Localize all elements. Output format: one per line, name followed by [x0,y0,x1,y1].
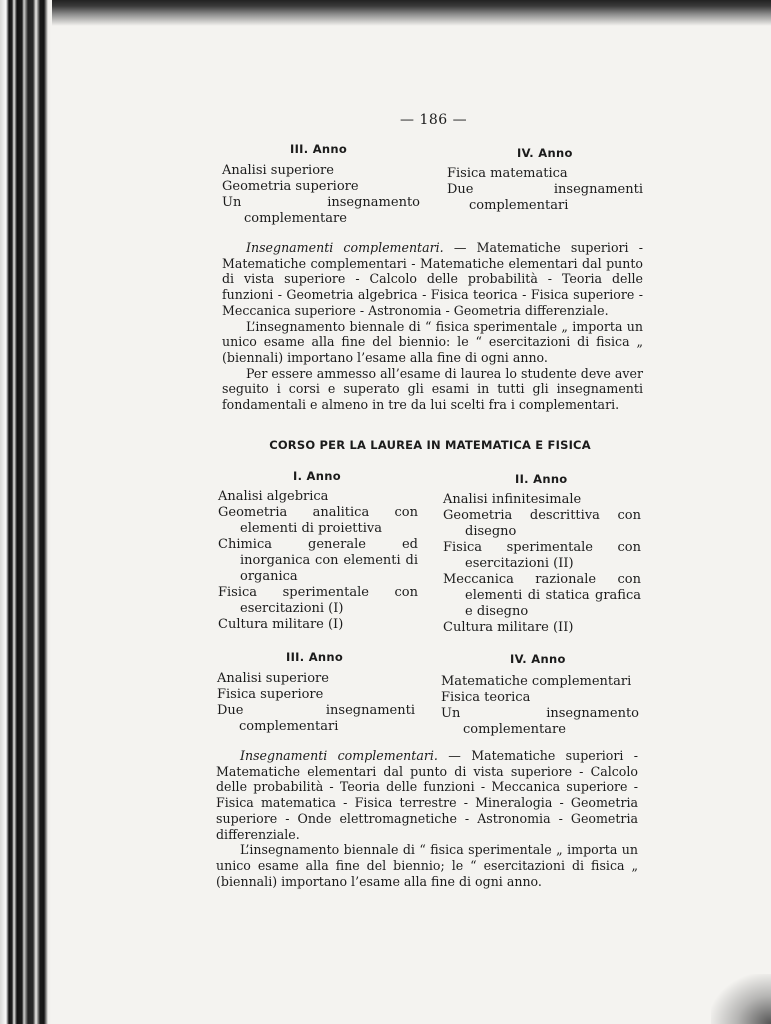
scan-shadow-corner [711,974,771,1024]
list-item: Cultura militare (I) [218,617,344,632]
list-item: Fisica sperimentale con esercitazioni (II) [443,540,641,571]
complementary-text: — Matematiche superiori - Matematiche complementari - Matematiche elementari dal punto di vista superiore - Calcolo delle probabilità - Teoria delle funzioni - Geometria algebrica - Fisica teorica - Fisica superiore - Meccanica superiore - Astronomia - Geometria differenziale. [222,240,644,318]
list-item: Geometria superiore [222,179,359,194]
complementary-label: Insegnamenti complementari. [240,748,438,763]
list-item: Analisi superiore [222,163,334,178]
list-item: Fisica matematica [447,166,568,181]
section-title: CORSO PER LA LAUREA IN MATEMATICA E FISICA [269,438,591,452]
list-item: Analisi algebrica [218,489,329,504]
list-item: Cultura militare (II) [443,620,574,635]
course-year2-list [443,492,641,636]
complementary-paragraph [216,748,638,842]
top-complementary-block [222,240,643,413]
list-item: Analisi infinitesimale [443,492,582,507]
list-item: Fisica teorica [441,690,531,705]
complementary-label: Insegnamenti complementari. [246,240,444,255]
list-item: Analisi superiore [217,671,329,686]
course-complementary-block [216,748,638,889]
list-item: Chimica generale ed inorganica con elementi di organica [218,537,418,584]
course-year1-list [218,489,418,633]
list-item: Un insegnamento complementare [222,195,420,226]
complementary-paragraph [222,240,643,319]
year4-heading: IV. Anno [517,146,573,160]
complementary-text: — Matematiche superiori - Matematiche elementari dal punto di vista superiore - Calcolo delle probabilità - Teoria delle funzioni - Meccanica superiore - Fisica matematica - Fisica terrestre - Mineralogia - Geometria superiore - Onde elettromagnetiche - Astronomia - Geometria differenziale. [216,748,639,842]
biennale-note: L’insegnamento biennale di “ fisica sperimentale „ importa un unico esame alla fine del biennio: le “ esercitazioni di fisica „ (biennali) importano l’esame alla fine di ogni anno. [222,318,643,365]
course-year4-list [441,674,639,738]
list-item: Due insegnamenti complementari [217,703,415,734]
list-item: Geometria descrittiva con disegno [443,508,641,539]
list-item: Geometria analitica con elementi di proiettiva [218,505,418,536]
biennale-note: L’insegnamento biennale di “ fisica sperimentale „ importa un unico esame alla fine del biennio; le “ esercitazioni di fisica „ (biennali) importano l’esame alla fine di ogni anno. [216,842,638,889]
course-year3-heading: III. Anno [286,650,344,664]
course-year2-heading: II. Anno [515,472,568,486]
year3-course-list [222,163,420,227]
list-item: Un insegnamento complementare [441,706,639,737]
course-year1-heading: I. Anno [293,469,341,483]
course-year4-heading: IV. Anno [510,652,566,666]
book-binding-edge [0,0,52,1024]
course-year3-list [217,671,415,735]
year4-course-list [447,166,643,214]
list-item: Due insegnamenti complementari [447,182,643,213]
list-item: Fisica superiore [217,687,324,702]
list-item: Meccanica razionale con elementi di statica grafica e disegno [443,572,641,619]
year3-heading: III. Anno [290,142,348,156]
scan-edge-top [0,0,771,26]
list-item: Fisica sperimentale con esercitazioni (I) [218,585,418,616]
list-item: Matematiche complementari [441,674,632,689]
admission-note: Per essere ammesso all’esame di laurea lo studente deve aver seguito i corsi e superato gli esami in tutti gli insegnamenti fondamentali e almeno in tre da lui scelti fra i complementari. [222,365,643,413]
page-number: — 186 — [400,112,468,128]
